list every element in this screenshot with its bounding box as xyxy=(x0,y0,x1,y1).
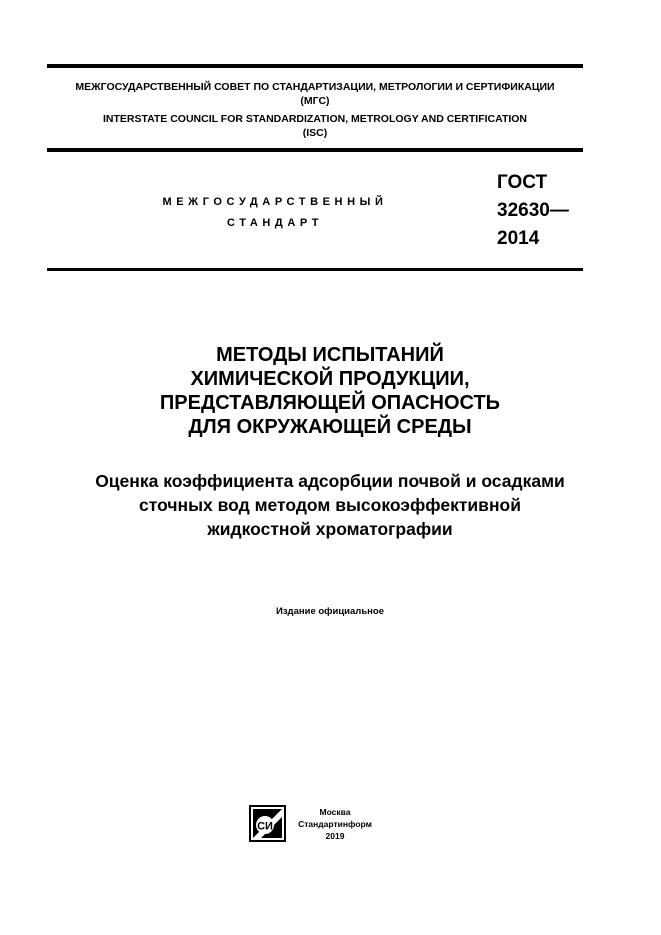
publisher-city: Москва xyxy=(319,807,351,817)
title-line4: ДЛЯ ОКРУЖАЮЩЕЙ СРЕДЫ xyxy=(188,416,472,438)
publisher-year: 2019 xyxy=(325,831,345,841)
standard-designation xyxy=(497,169,569,253)
publisher-imprint xyxy=(295,806,375,842)
council-abbr-en: (ISC) xyxy=(302,127,328,139)
council-name-en xyxy=(47,112,583,140)
publisher-name: Стандартинформ xyxy=(298,819,372,829)
subtitle-line1: Оценка коэффициента адсорбции почвой и осадками xyxy=(95,471,565,491)
standard-type-line1: МЕЖГОСУДАРСТВЕННЫЙ xyxy=(162,196,388,208)
subtitle-line3: жидкостной хроматографии xyxy=(207,519,453,539)
edition-note: Издание официальное xyxy=(276,606,384,617)
designation-year: 2014 xyxy=(497,228,540,249)
top-rule xyxy=(47,64,583,68)
standard-type xyxy=(120,192,430,234)
document-title xyxy=(20,343,640,439)
council-name-ru-line: МЕЖГОСУДАРСТВЕННЫЙ СОВЕТ ПО СТАНДАРТИЗАЦИИ, МЕТРОЛОГИИ И СЕРТИФИКАЦИИ xyxy=(75,81,555,93)
title-line3: ПРЕДСТАВЛЯЮЩЕЙ ОПАСНОСТЬ xyxy=(159,392,501,414)
standartinform-logo-icon xyxy=(249,805,286,842)
council-name-en-line: INTERSTATE COUNCIL FOR STANDARDIZATION, METROLOGY AND CERTIFICATION xyxy=(102,113,528,125)
designation-prefix: ГОСТ xyxy=(497,172,548,193)
standard-type-line2: СТАНДАРТ xyxy=(226,217,324,229)
designation-number: 32630— xyxy=(497,200,569,221)
middle-rule xyxy=(47,148,583,152)
subtitle-line2: сточных вод методом высокоэффективной xyxy=(139,495,521,515)
document-subtitle xyxy=(20,469,640,541)
council-name-ru xyxy=(47,80,583,108)
logo-lettering: СИ xyxy=(257,820,273,833)
title-line2: ХИМИЧЕСКОЙ ПРОДУКЦИИ, xyxy=(190,368,470,390)
council-abbr-ru: (МГС) xyxy=(300,95,330,107)
title-line1: МЕТОДЫ ИСПЫТАНИЙ xyxy=(216,344,444,366)
bottom-rule xyxy=(47,268,583,271)
